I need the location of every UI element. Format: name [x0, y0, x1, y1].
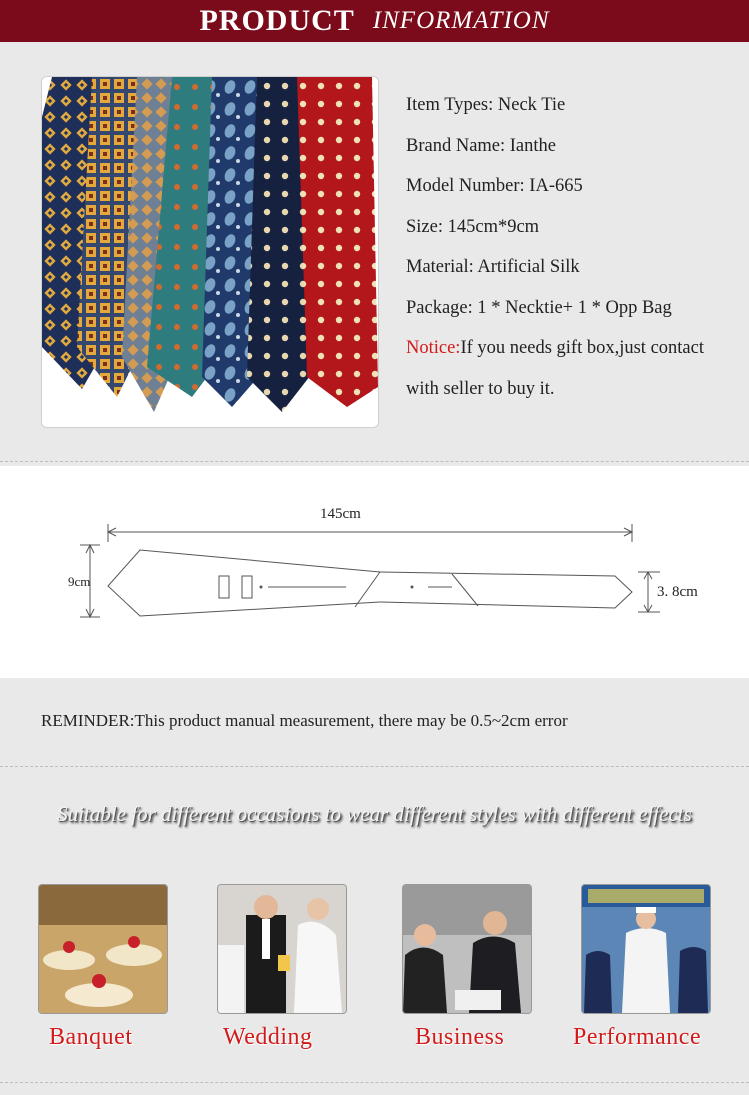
narrow-width-label: 3. 8cm — [657, 584, 698, 600]
notice-label: Notice: — [406, 338, 461, 358]
package-text: Package: 1 * Necktie+ 1 * Opp Bag — [406, 297, 672, 318]
performance-photo — [581, 884, 711, 1014]
occasion-label-business: Business — [415, 1024, 505, 1050]
item-types-text: Item Types: Neck Tie — [406, 95, 566, 115]
occasion-label-banquet: Banquet — [49, 1024, 133, 1050]
header-title-italic: INFORMATION — [372, 7, 550, 34]
size-text: Size: 145cm*9cm — [406, 216, 540, 237]
brand-name-text: Brand Name: Ianthe — [406, 135, 556, 156]
performance-icon — [582, 885, 710, 1013]
width-label: 9cm — [68, 574, 91, 589]
business-photo — [402, 884, 532, 1014]
notice-text: If you needs gift box,just contact — [460, 338, 704, 358]
product-info-list — [406, 95, 736, 419]
business-icon — [403, 885, 531, 1013]
header-banner — [0, 0, 749, 42]
occasion-label-wedding: Wedding — [223, 1024, 313, 1050]
banquet-photo — [38, 884, 168, 1014]
divider — [0, 461, 749, 462]
reminder-text: REMINDER:This product manual measurement, there may be 0.5~2cm error — [41, 711, 568, 730]
material-text: Material: Artificial Silk — [406, 257, 580, 277]
header-title-bold: PRODUCT — [199, 4, 355, 37]
notice-text-continued: with seller to buy it. — [406, 378, 555, 399]
tie-dimension-diagram — [0, 466, 749, 678]
wedding-icon — [218, 885, 346, 1013]
product-photo — [41, 76, 379, 428]
occasions-title: Suitable for different occasions to wear different styles with different effects — [57, 802, 692, 826]
notice-line — [406, 338, 736, 379]
occasion-label-performance: Performance — [573, 1024, 702, 1050]
divider — [0, 1082, 749, 1083]
model-number-text: Model Number: IA-665 — [406, 176, 583, 196]
tie-outline — [0, 466, 749, 678]
length-label: 145cm — [320, 506, 361, 522]
banquet-icon — [39, 885, 167, 1013]
ties-image — [42, 77, 378, 427]
divider — [0, 766, 749, 767]
wedding-photo — [217, 884, 347, 1014]
